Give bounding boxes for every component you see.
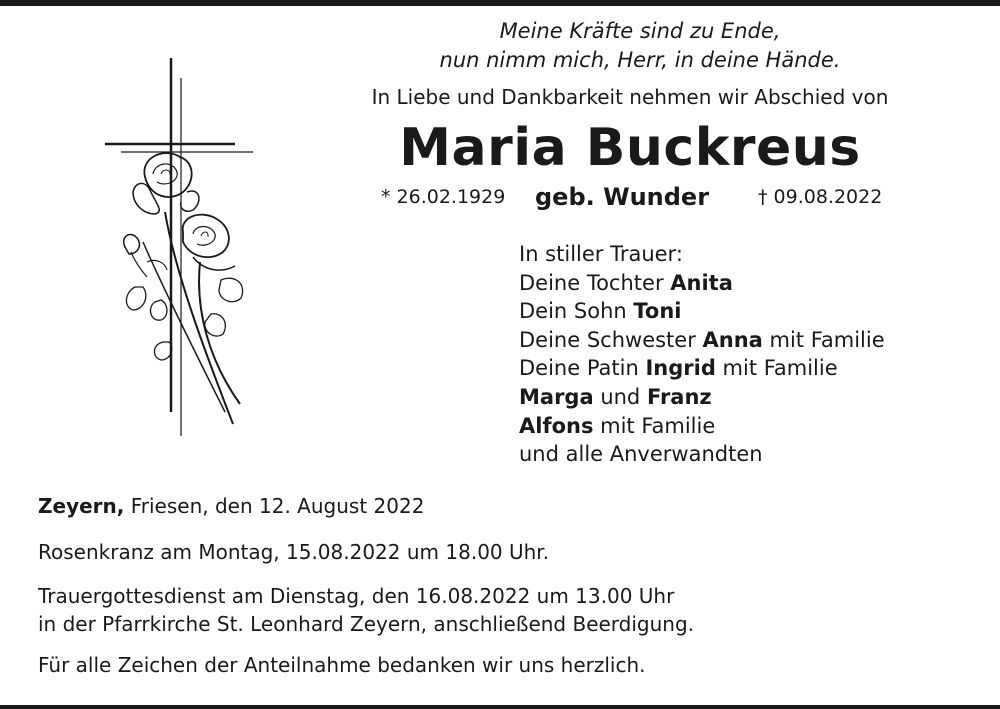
birth-date: * 26.02.1929 xyxy=(381,186,506,208)
list-item: Deine Tochter Anita xyxy=(519,270,733,295)
mourners-list xyxy=(519,240,885,469)
death-date: † 09.08.2022 xyxy=(758,186,883,208)
service-info: Trauergottesdienst am Dienstag, den 16.08.2022 um 13.00 Uhr in der Pfarrkirche St. Leonhard Zeyern, anschließend Beerdigung. xyxy=(38,584,695,636)
list-item: Deine Schwester Anna mit Familie xyxy=(519,327,885,352)
list-item: Marga und Franz xyxy=(519,384,712,409)
mourners-heading: In stiller Trauer: xyxy=(519,242,683,266)
rosary-info: Rosenkranz am Montag, 15.08.2022 um 18.00 Uhr. xyxy=(38,540,550,564)
deceased-name: Maria Buckreus xyxy=(399,118,861,178)
intro-text: In Liebe und Dankbarkeit nehmen wir Abschied von xyxy=(371,85,889,109)
thanks-text: Für alle Zeichen der Anteilnahme bedanken wir uns herzlich. xyxy=(38,653,646,677)
mourners-closing: und alle Anverwandten xyxy=(519,442,763,467)
verse-line-1: Meine Kräfte sind zu Ende, xyxy=(499,19,781,43)
place-date: Zeyern, Friesen, den 12. August 2022 xyxy=(38,494,425,518)
list-item: Alfons mit Familie xyxy=(519,413,716,438)
verse-line-2: nun nimm mich, Herr, in deine Hände. xyxy=(439,48,841,72)
maiden-name: geb. Wunder xyxy=(535,183,710,211)
cross-with-roses-icon xyxy=(95,52,265,442)
list-item: Dein Sohn Toni xyxy=(519,299,682,324)
list-item: Deine Patin Ingrid mit Familie xyxy=(519,356,838,381)
